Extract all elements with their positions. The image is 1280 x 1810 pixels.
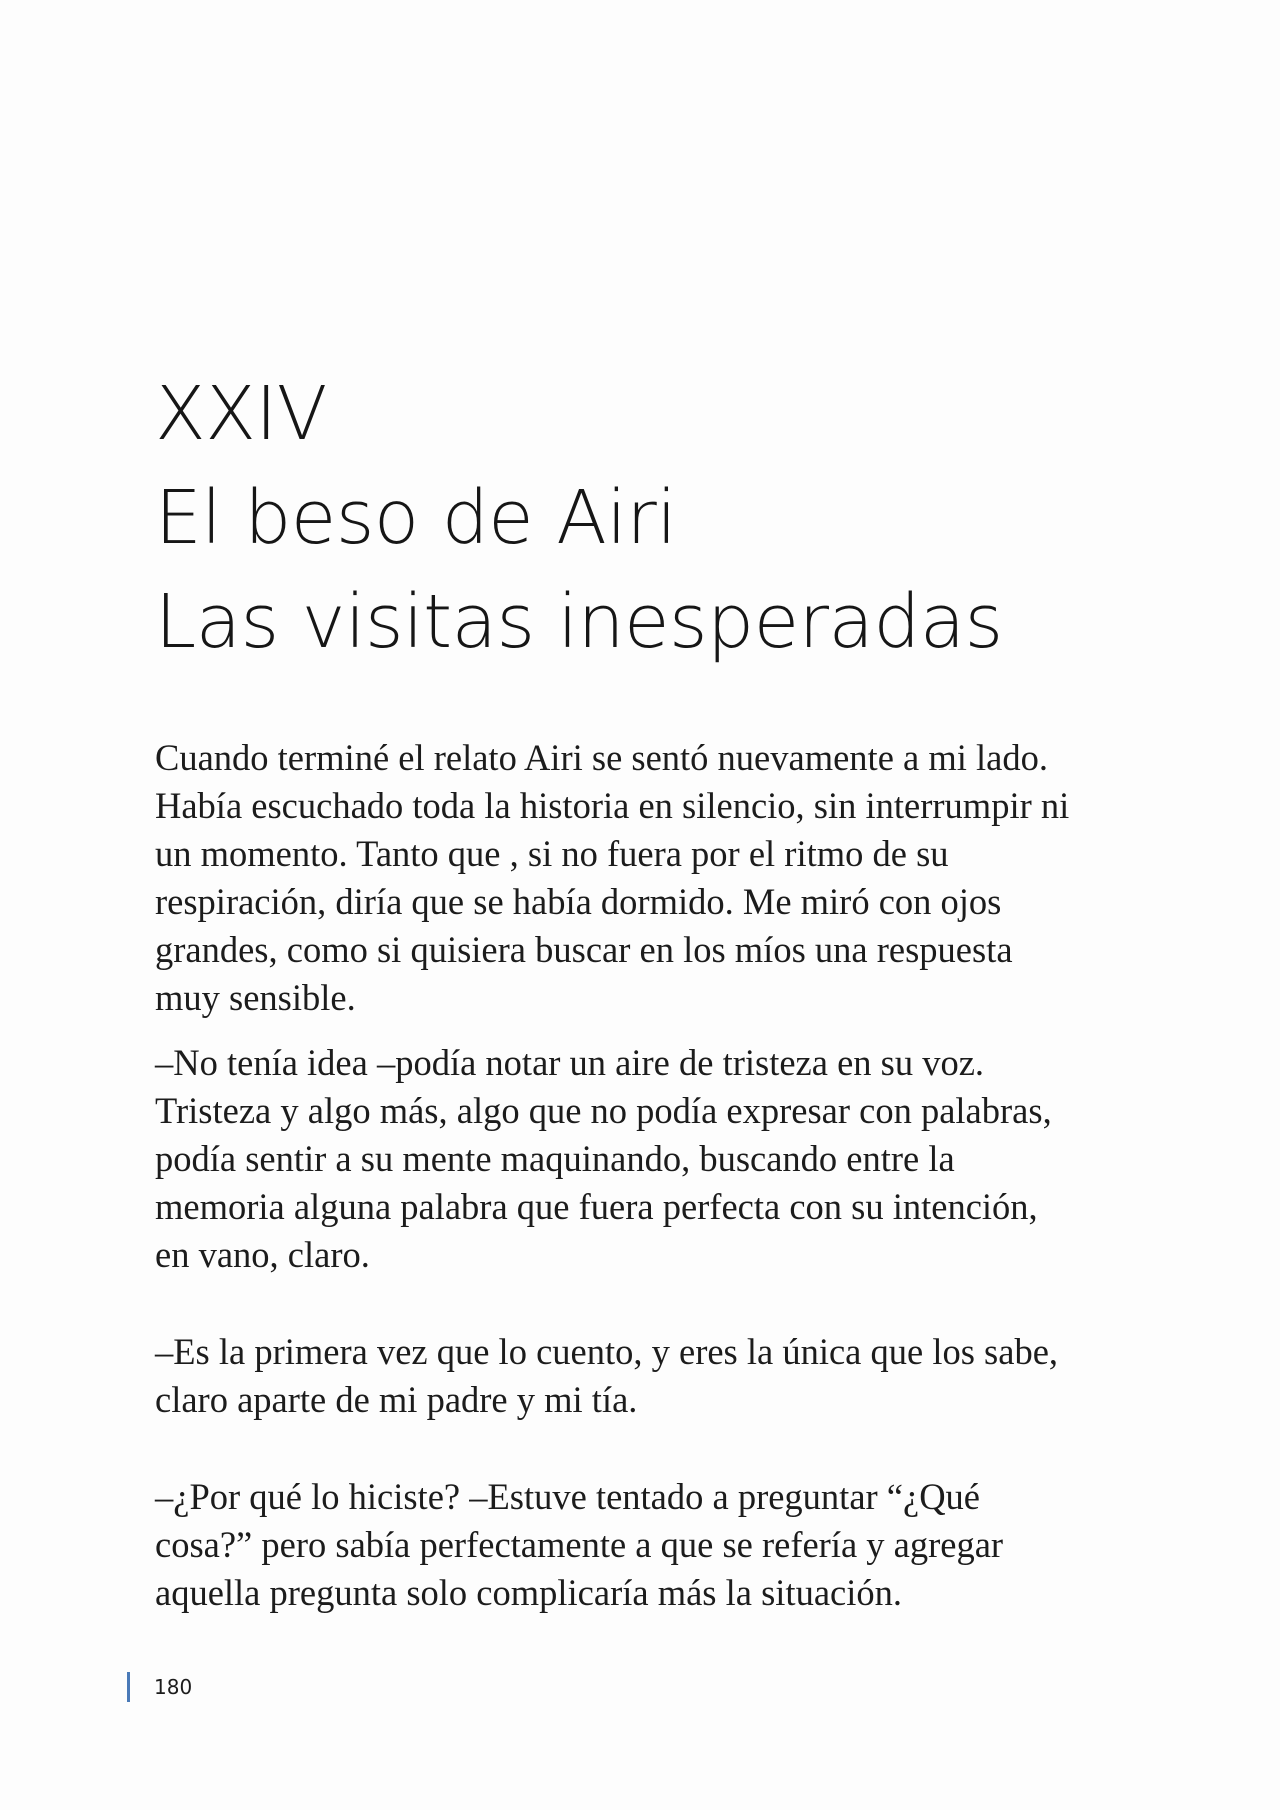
paragraph-1	[155, 734, 1155, 1022]
chapter-heading	[155, 362, 1155, 674]
text-line: –No tenía idea –podía notar un aire de tristeza en su voz.	[155, 1042, 985, 1083]
text-line: respiración, diría que se había dormido. Me miró con ojos	[155, 881, 1002, 922]
text-line: aquella pregunta solo complicaría más la situación.	[155, 1572, 902, 1613]
paragraph-4	[155, 1473, 1155, 1617]
chapter-number: XXIV	[155, 371, 327, 457]
paragraph-2	[155, 1039, 1155, 1279]
text-line: un momento. Tanto que , si no fuera por el ritmo de su	[155, 833, 949, 874]
body-text	[155, 734, 1155, 1617]
text-line: Había escuchado toda la historia en silencio, sin interrumpir ni	[155, 785, 1070, 826]
page-number: 180	[154, 1675, 193, 1699]
text-line: en vano, claro.	[155, 1234, 370, 1275]
footer-accent-bar	[127, 1672, 130, 1702]
text-line: Tristeza y algo más, algo que no podía expresar con palabras,	[155, 1090, 1052, 1131]
paragraph-3	[155, 1328, 1155, 1424]
text-line: –¿Por qué lo hiciste? –Estuve tentado a preguntar “¿Qué	[155, 1476, 981, 1517]
text-line: cosa?” pero sabía perfectamente a que se refería y agregar	[155, 1524, 1004, 1565]
chapter-subtitle: Las visitas inesperadas	[155, 579, 1003, 665]
text-line: muy sensible.	[155, 977, 356, 1018]
text-line: –Es la primera vez que lo cuento, y eres la única que los sabe,	[155, 1331, 1059, 1372]
text-line: grandes, como si quisiera buscar en los míos una respuesta	[155, 929, 1013, 970]
text-line: Cuando terminé el relato Airi se sentó nuevamente a mi lado.	[155, 737, 1048, 778]
text-line: memoria alguna palabra que fuera perfecta con su intención,	[155, 1186, 1038, 1227]
chapter-title: El beso de Airi	[155, 475, 677, 561]
text-line: podía sentir a su mente maquinando, buscando entre la	[155, 1138, 955, 1179]
text-line: claro aparte de mi padre y mi tía.	[155, 1379, 638, 1420]
